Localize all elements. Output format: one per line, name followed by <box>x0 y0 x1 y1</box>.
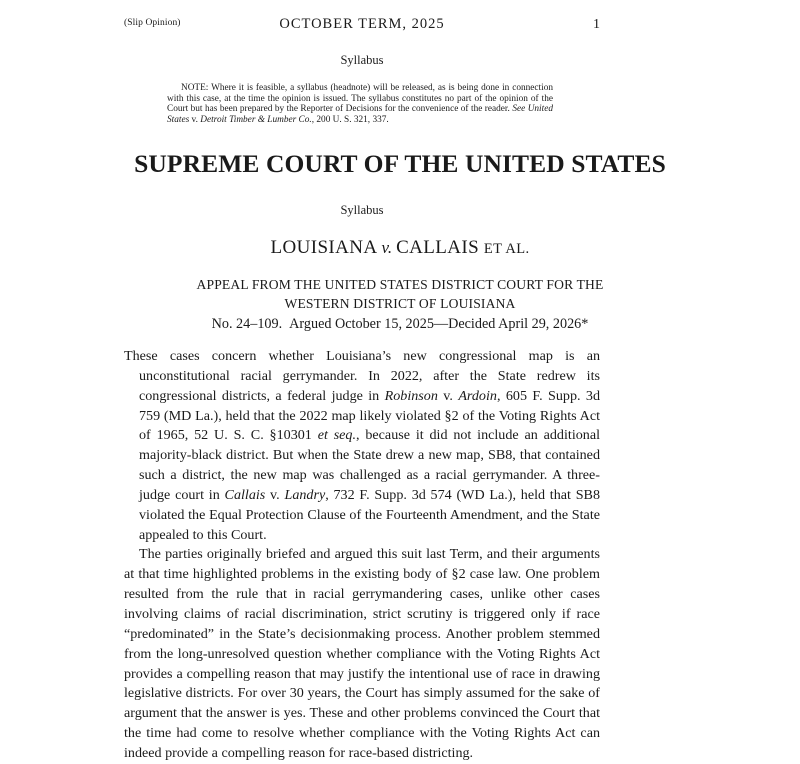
note-see: See <box>512 104 526 115</box>
court-title: SUPREME COURT OF THE UNITED STATES <box>134 149 666 178</box>
p1-versus-2: v. <box>265 486 285 503</box>
p1-case-callais: Callais <box>224 486 266 503</box>
paragraph-1 <box>124 347 600 545</box>
versus-marker: v. <box>381 238 393 257</box>
appeal-from-block <box>100 275 700 313</box>
p1-segment-a: These cases concern whether Louisiana’s new congressional map is an unconstitutional racial gerrymander. In 2022, after the State redrew its congressional districts, a federal judge in <box>124 348 600 404</box>
argued-decided-dates: Argued October 15, 2025—Decided April 29, 2026* <box>289 316 589 332</box>
paragraph-2: The parties originally briefed and argued this suit last Term, and their arguments at that time highlighted problems in the existing body of §2 case law. One problem resulted from the rule that in racial gerrymandering cases, unlike other cases involving claims of racial discrimination, strict scrutiny is triggered only if race “predominated” in the State’s decisionmaking process. Another problem stemmed from the long-unresolved question whether compliance with the Voting Rights Act provides a compelling reason that may justify the intentional use of race in drawing legislative districts. For over 30 years, the Court has simply assumed for the sake of argument that the answer is yes. These and other problems convinced the Court that the time had come to resolve whether compliance with the Voting Rights Act can indeed provide a compelling reason for race-based districting. <box>124 546 600 761</box>
note-citation: , 200 U. S. 321, 337. <box>311 114 389 125</box>
p1-et-seq: et seq. <box>317 427 357 444</box>
syllabus-label-mid: Syllabus <box>340 203 384 217</box>
syllabus-label-top: Syllabus <box>340 53 384 67</box>
note-case-name-2: Detroit Timber & Lumber Co. <box>200 114 312 125</box>
note-case-name-1: United States <box>167 104 553 125</box>
party-respondent: CALLAIS <box>396 237 480 258</box>
note-versus: v. <box>189 114 201 125</box>
p1-segment-f: , 732 F. Supp. 3d 574 (WD La.), held that SB8 violated the Equal Protection Clause of the Fourteenth Amendment, and the State appealed to this Court. <box>139 486 600 543</box>
reporter-note <box>167 83 553 125</box>
p1-case-ardoin: Ardoin <box>458 387 497 404</box>
p1-case-landry: Landry <box>284 486 326 503</box>
p1-segment-c: , 605 F. Supp. 3d 759 (MD La.), held that the 2022 map likely violated §2 of the Voting Rights Act of 1965, 52 U. S. C. §10301 <box>139 387 600 444</box>
party-petitioner: LOUISIANA <box>270 237 378 258</box>
docket-line <box>100 316 700 333</box>
running-head <box>124 16 600 34</box>
docket-number: No. 24–109. <box>211 316 283 332</box>
p1-segment-d: , because it did not include an additional majority-black district. But when the State drew a new map, SB8, that contained such a district, the new map was challenged as a racial gerrymander. A three-judge court in <box>139 427 600 503</box>
appeal-from-line-2: WESTERN DISTRICT OF LOUISIANA <box>284 296 516 311</box>
note-body: NOTE: Where it is feasible, a syllabus (headnote) will be released, as is being done in connection with this case, at the time the opinion is issued. The syllabus constitutes no part of the opinion of the Court but has been prepared by the Reporter of Decisions for the convenience of the reader. <box>167 83 553 115</box>
case-caption <box>100 237 700 259</box>
appeal-from-line-1: APPEAL FROM THE UNITED STATES DISTRICT COURT FOR THE <box>196 277 604 292</box>
p1-versus-1: v. <box>437 387 459 404</box>
syllabus-body <box>124 347 600 764</box>
page-number: 1 <box>593 17 600 32</box>
slip-opinion-label: (Slip Opinion) <box>124 18 181 28</box>
et-al-marker: ET AL. <box>483 241 530 257</box>
p1-case-robinson: Robinson <box>384 387 438 404</box>
term-title: OCTOBER TERM, 2025 <box>279 16 445 32</box>
